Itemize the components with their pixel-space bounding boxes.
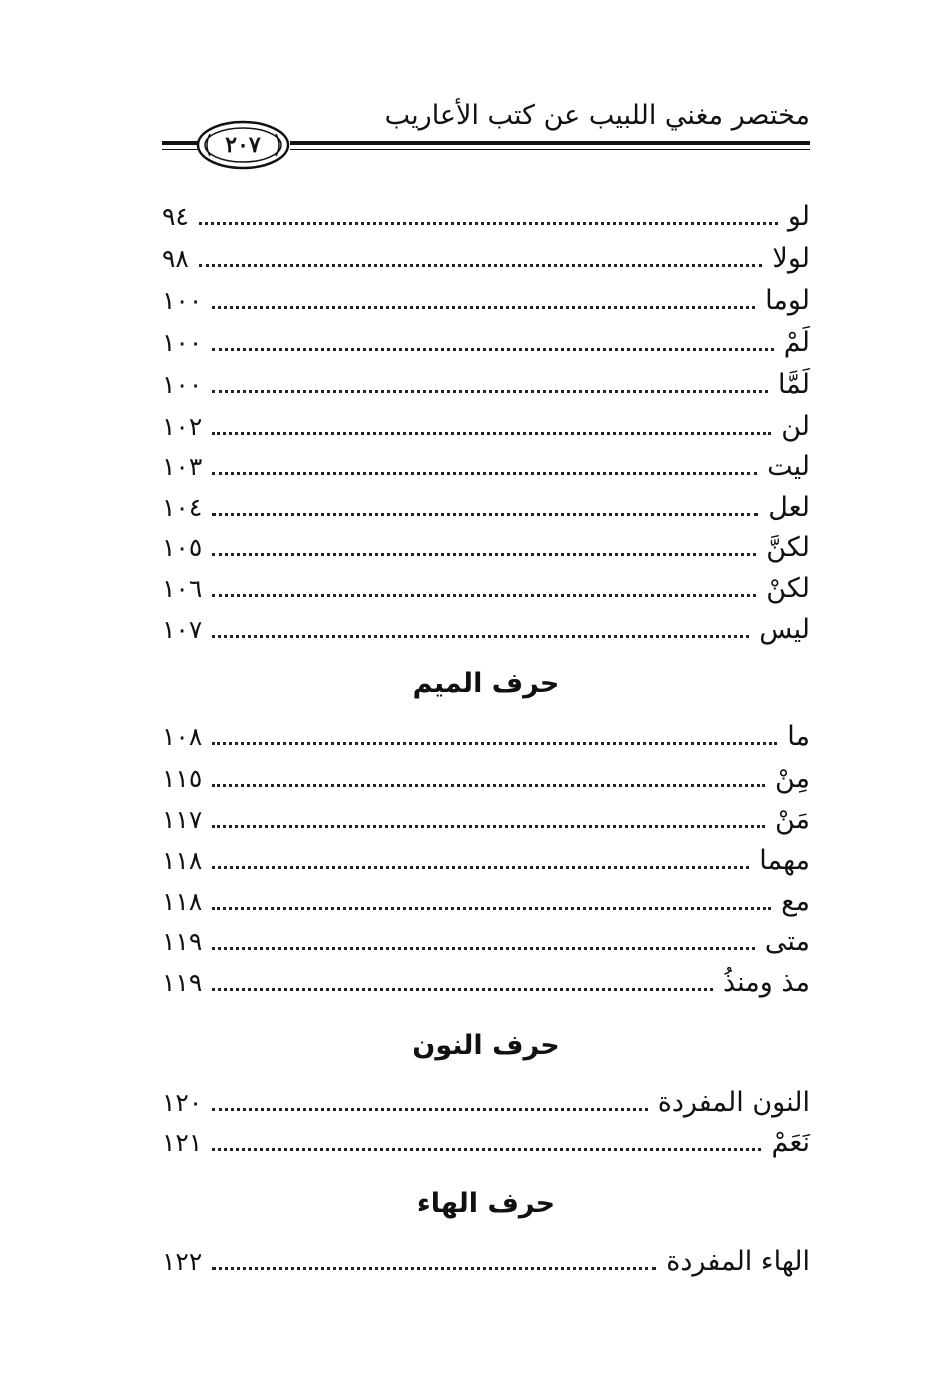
toc-entry[interactable] <box>162 716 810 756</box>
toc-entry[interactable] <box>162 1122 810 1162</box>
toc-entry-label: مَنْ <box>774 803 810 835</box>
toc-entry-label: لولا <box>772 242 810 274</box>
toc-entry[interactable] <box>162 446 810 486</box>
toc-entry-page: ١٢١ <box>162 1127 203 1157</box>
toc-entry-label: ما <box>787 720 810 752</box>
leader-dots <box>212 635 749 638</box>
toc-entry-page: ١١٨ <box>162 845 203 875</box>
toc-entry[interactable] <box>162 1082 810 1122</box>
toc-entry[interactable] <box>162 758 810 798</box>
page-number-badge <box>196 120 290 170</box>
toc-entry[interactable] <box>162 921 810 961</box>
page-number: ٢٠٧ <box>225 132 261 158</box>
toc-entry-page: ١٠٨ <box>162 721 203 751</box>
leader-dots <box>212 1267 656 1270</box>
toc-entry[interactable] <box>162 609 810 649</box>
toc-entry-page: ١٢٠ <box>162 1087 203 1117</box>
toc-entry-page: ١٠٠ <box>162 285 203 315</box>
toc-entry-page: ١٠٦ <box>162 573 203 603</box>
leader-dots <box>212 988 713 991</box>
leader-dots <box>212 947 755 950</box>
toc-entry-page: ١١٥ <box>162 763 203 793</box>
toc-entry-page: ١٠٠ <box>162 369 203 399</box>
toc-entry-label: مهما <box>759 844 810 876</box>
toc-entry[interactable] <box>162 238 810 278</box>
toc-entry[interactable] <box>162 280 810 320</box>
toc-entry[interactable] <box>162 406 810 446</box>
leader-dots <box>212 742 777 745</box>
toc-entry-label: لَمْ <box>783 326 810 358</box>
leader-dots <box>212 866 749 869</box>
toc-entry[interactable] <box>162 487 810 527</box>
toc-entry-label: نَعَمْ <box>771 1126 810 1158</box>
toc-entry-page: ١٠٠ <box>162 327 203 357</box>
toc-entry-label: مع <box>781 885 810 917</box>
toc-entry-label: مِنْ <box>774 762 810 794</box>
leader-dots <box>212 432 771 435</box>
leader-dots <box>212 390 768 393</box>
toc-entry-label: لكنْ <box>766 572 810 604</box>
section-heading-haa: حرف الهاء <box>416 1188 556 1219</box>
toc-entry-page: ١١٧ <box>162 804 203 834</box>
toc-entry-page: ١٢٢ <box>162 1246 203 1276</box>
running-header-title: مختصر مغني اللبيب عن كتب الأعاريب <box>384 100 810 131</box>
toc-entry-label: النون المفردة <box>657 1086 810 1118</box>
toc-entry[interactable] <box>162 568 810 608</box>
header-rule-left <box>162 141 198 150</box>
toc-entry[interactable] <box>162 364 810 404</box>
toc-entry-page: ١٠٣ <box>162 451 203 481</box>
toc-entry[interactable] <box>162 196 810 236</box>
toc-entry[interactable] <box>162 962 810 1002</box>
leader-dots <box>212 594 756 597</box>
leader-dots <box>212 553 756 556</box>
leader-dots <box>212 1148 761 1151</box>
toc-entry-label: لن <box>781 410 810 442</box>
toc-entry-page: ١٠٥ <box>162 532 203 562</box>
toc-entry[interactable] <box>162 881 810 921</box>
toc-entry[interactable] <box>162 840 810 880</box>
leader-dots <box>212 1108 647 1111</box>
toc-entry-label: لوما <box>765 284 810 316</box>
leader-dots <box>199 264 763 267</box>
toc-entry[interactable] <box>162 322 810 362</box>
leader-dots <box>212 348 774 351</box>
leader-dots <box>212 472 757 475</box>
toc-entry-page: ٩٤ <box>162 201 189 231</box>
toc-entry-page: ١٠٧ <box>162 614 203 644</box>
toc-entry-label: لو <box>787 200 810 232</box>
toc-entry-page: ١١٩ <box>162 967 203 997</box>
toc-entry-label: الهاء المفردة <box>666 1245 810 1277</box>
section-heading-noon: حرف النون <box>412 1030 560 1061</box>
toc-entry-page: ١٠٤ <box>162 492 203 522</box>
leader-dots <box>212 825 765 828</box>
header-rule <box>290 141 810 150</box>
toc-entry[interactable] <box>162 799 810 839</box>
leader-dots <box>199 222 778 225</box>
section-heading-meem: حرف الميم <box>412 668 560 699</box>
toc-entry-page: ١٠٢ <box>162 411 203 441</box>
toc-entry-label: لَمَّا <box>777 368 810 400</box>
toc-entry[interactable] <box>162 527 810 567</box>
leader-dots <box>212 784 765 787</box>
toc-entry-label: لعل <box>768 491 810 523</box>
toc-entry-label: مذ ومنذُ <box>722 966 810 998</box>
leader-dots <box>212 513 758 516</box>
leader-dots <box>212 907 771 910</box>
leader-dots <box>212 306 755 309</box>
toc-entry-page: ٩٨ <box>162 243 189 273</box>
toc-entry-label: لكنَّ <box>766 531 810 563</box>
toc-entry-page: ١١٩ <box>162 926 203 956</box>
toc-entry-label: متى <box>764 925 810 957</box>
toc-entry[interactable] <box>162 1241 810 1281</box>
toc-entry-page: ١١٨ <box>162 886 203 916</box>
toc-entry-label: ليس <box>759 613 810 645</box>
toc-entry-label: ليت <box>767 450 810 482</box>
